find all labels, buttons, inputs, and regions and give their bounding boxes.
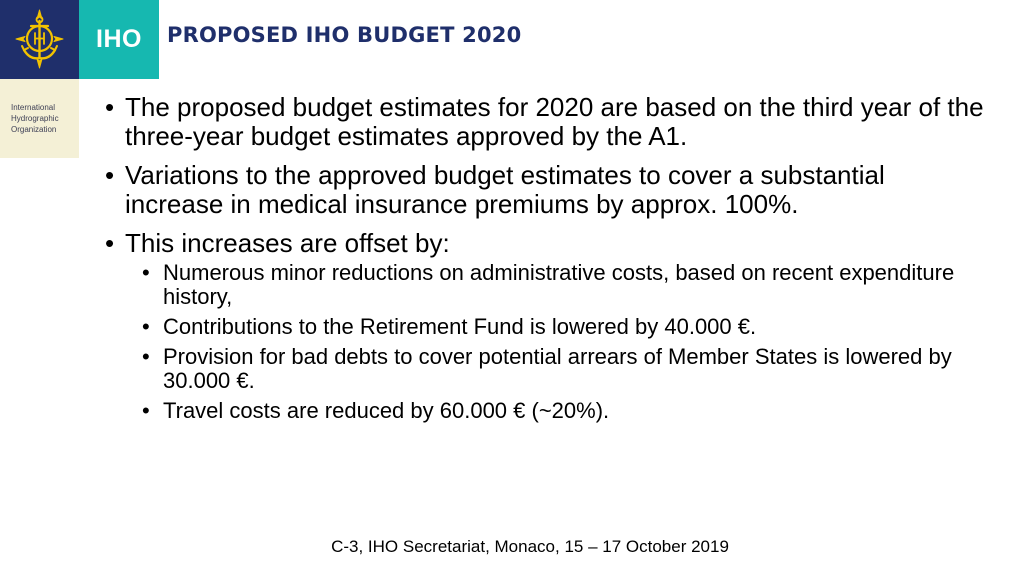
bullet-item [105, 161, 985, 219]
sub-bullet-text: Contributions to the Retirement Fund is lowered by 40.000 €. [163, 314, 757, 339]
bullet-item [105, 229, 985, 258]
organization-name-block [0, 79, 79, 158]
sub-bullet-marker: • [142, 398, 150, 423]
bullet-list [105, 93, 985, 429]
slide-footer: C-3, IHO Secretariat, Monaco, 15 – 17 October 2019 [331, 537, 729, 556]
bullet-marker: • [105, 160, 115, 190]
sub-bullet-text: Numerous minor reductions on administrative costs, based on recent expenditure history, [163, 260, 955, 309]
sub-bullet-item [142, 345, 985, 393]
sub-bullet-marker: • [142, 314, 150, 339]
bullet-marker: • [105, 92, 115, 122]
iho-emblem-logo [0, 0, 79, 79]
sub-bullet-item [142, 315, 985, 339]
bullet-marker: • [105, 228, 115, 258]
sub-bullet-marker: • [142, 344, 150, 369]
anchor-compass-icon [0, 0, 79, 79]
iho-wordmark-logo: IHO [79, 0, 159, 79]
bullet-text: This increases are offset by: [125, 228, 450, 258]
sub-bullet-item [142, 399, 985, 423]
org-name-line: Organization [11, 125, 57, 134]
slide-title: PROPOSED IHO BUDGET 2020 [167, 23, 522, 47]
sub-bullet-item [142, 261, 985, 309]
org-name-line: International [11, 103, 56, 112]
bullet-text: The proposed budget estimates for 2020 are based on the third year of the three-year budget estimates approved by the A1. [125, 92, 984, 151]
sub-bullet-text: Provision for bad debts to cover potential arrears of Member States is lowered by 30.000 €. [163, 344, 952, 393]
sub-bullet-text: Travel costs are reduced by 60.000 € (~20%). [163, 398, 610, 423]
org-name-line: Hydrographic [11, 114, 59, 123]
bullet-item [105, 93, 985, 151]
bullet-text: Variations to the approved budget estimates to cover a substantial increase in medical insurance premiums by approx. 100%. [125, 160, 885, 219]
sub-bullet-marker: • [142, 260, 150, 285]
